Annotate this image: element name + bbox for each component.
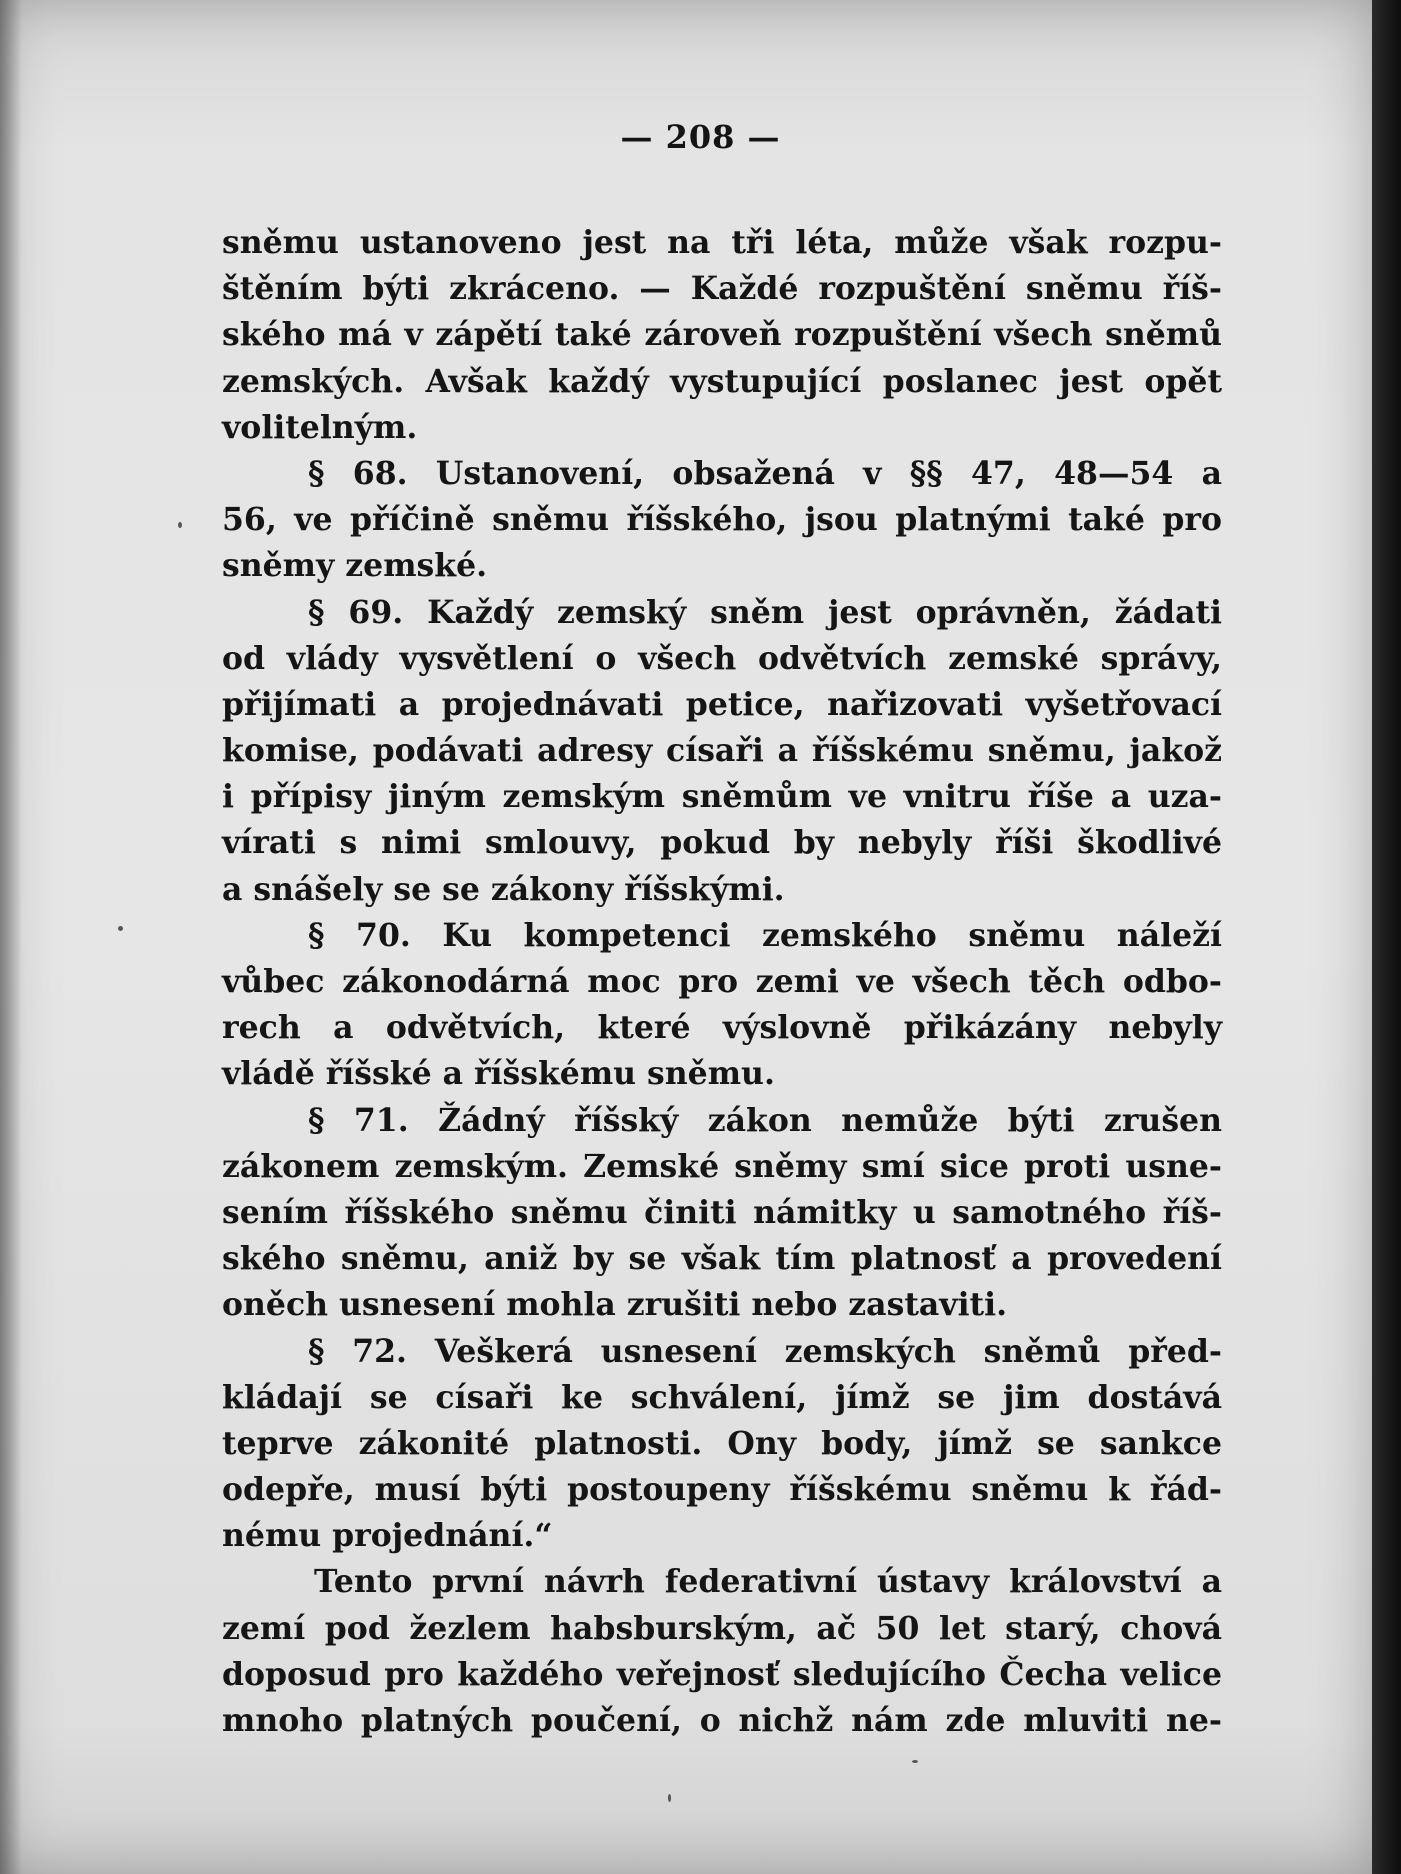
paragraph-69-start: § 69. Každý zemský sněm jest oprávněn, žádati: [308, 593, 1222, 631]
text-line: sněmy zemské.: [222, 547, 488, 585]
text-line: oněch usnesení mohla zrušiti nebo zastaviti.: [222, 1286, 1008, 1324]
text-line: odepře, musí býti postoupeny říšskému sněmu k řád-: [222, 1471, 1222, 1509]
body-text: [222, 220, 1222, 1744]
text-line: 56, ve příčině sněmu říšského, jsou platnými také pro: [222, 501, 1222, 539]
text-line: kládají se císaři ke schválení, jímž se jim dostává: [222, 1378, 1222, 1416]
paragraph-72-start: § 72. Veškerá usnesení zemských sněmů před-: [308, 1332, 1222, 1370]
text-line: i přípisy jiným zemským sněmům ve vnitru říše a uza-: [222, 778, 1222, 816]
print-speck: [668, 1794, 671, 1802]
text-line: vůbec zákonodárná moc pro zemi ve všech těch odbo-: [222, 963, 1222, 1000]
paragraph-conclusion-start: Tento první návrh federativní ústavy království a: [314, 1563, 1222, 1601]
paragraph-71-start: § 71. Žádný říšský zákon nemůže býti zrušen: [308, 1101, 1222, 1139]
text-line: doposud pro každého veřejnosť sledujícího Čecha velice: [222, 1655, 1222, 1693]
text-line: komise, podávati adresy císaři a říšskému sněmu, jakož: [222, 732, 1222, 770]
text-line: zákonem zemským. Zemské sněmy smí sice proti usne-: [222, 1147, 1222, 1185]
text-line: teprve zákonité platnosti. Ony body, jímž se sankce: [222, 1424, 1222, 1462]
text-line: volitelným.: [222, 408, 418, 446]
page-binding-shadow: [0, 0, 22, 1874]
text-line: vírati s nimi smlouvy, pokud by nebyly říši škodlivé: [222, 824, 1222, 862]
text-line: sněmu ustanoveno jest na tři léta, může však rozpu-: [222, 224, 1222, 261]
paragraph-68-start: § 68. Ustanovení, obsažená v §§ 47, 48—54 a: [308, 454, 1222, 492]
text-line: vládě říšské a říšskému sněmu.: [222, 1055, 775, 1093]
text-line: sením říšského sněmu činiti námitky u samotného říš-: [222, 1193, 1222, 1231]
page-number: — 208 —: [620, 118, 781, 156]
text-line: ského sněmu, aniž by se však tím platnosť a provedení: [222, 1240, 1222, 1278]
text-line: přijímati a projednávati petice, nařizovati vyšetřovací: [222, 685, 1222, 723]
text-line: zemí pod žezlem habsburským, ač 50 let starý, chová: [222, 1609, 1222, 1647]
text-line: ského má v zápětí také zároveň rozpuštění všech sněmů: [222, 316, 1222, 354]
text-line: zemských. Avšak každý vystupující poslanec jest opět: [222, 362, 1222, 400]
text-line: nému projednání.“: [222, 1517, 553, 1555]
text-line: štěním býti zkráceno. — Každé rozpuštění sněmu říš-: [222, 270, 1222, 308]
text-line: mnoho platných poučení, o nichž nám zde mluviti ne-: [222, 1702, 1222, 1739]
text-line: a snášely se se zákony říšskými.: [222, 870, 785, 908]
text-line: rech a odvětvích, které výslovně přikázány nebyly: [222, 1009, 1222, 1047]
print-speck: [912, 1760, 918, 1763]
print-speck: [178, 522, 182, 528]
text-line: od vlády vysvětlení o všech odvětvích zemské správy,: [222, 639, 1222, 677]
paragraph-70-start: § 70. Ku kompetenci zemského sněmu náleží: [308, 916, 1222, 954]
print-speck: [118, 926, 123, 931]
page-edge-shadow: [1372, 0, 1401, 1874]
